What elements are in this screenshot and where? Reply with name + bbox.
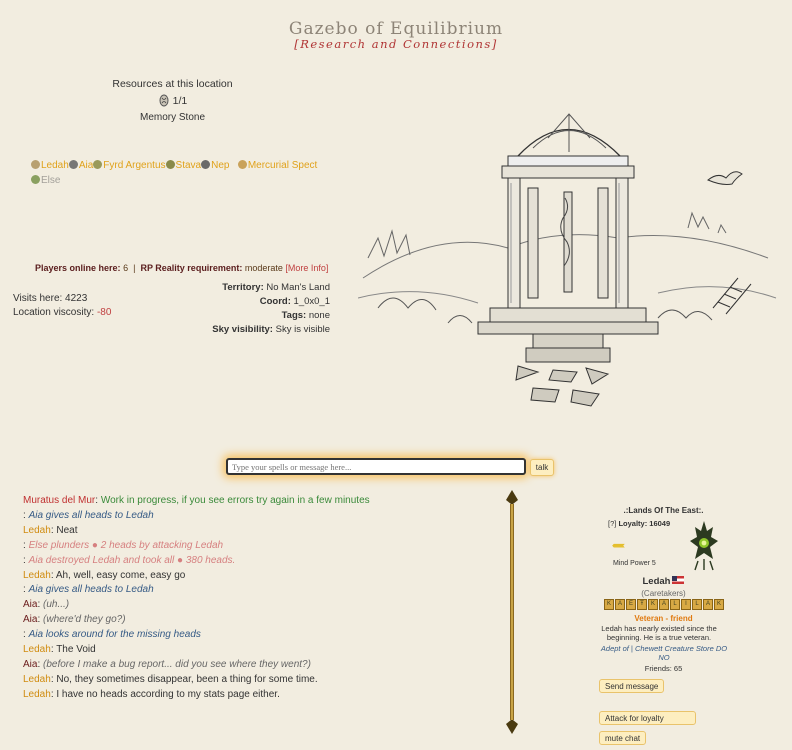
- loyalty-help[interactable]: [?]: [608, 519, 617, 528]
- players-list: [31, 158, 321, 188]
- visits-count: Visits here: 4223: [13, 293, 88, 304]
- chat-text: Aia looks around for the missing heads: [28, 629, 201, 641]
- mind-power: Mind Power 5: [613, 560, 656, 567]
- chat-separator: :: [37, 658, 44, 670]
- chat-author[interactable]: Ledah: [23, 569, 51, 581]
- chat-author[interactable]: Aia: [23, 658, 38, 670]
- chat-message: [23, 569, 503, 584]
- player-name: Fyrd Argentus: [103, 160, 166, 171]
- profile-badges: [604, 599, 724, 609]
- sky-value: Sky is visible: [275, 324, 330, 335]
- chat-separator: :: [23, 584, 29, 596]
- page-subtitle: [Research and Connections]: [294, 37, 498, 51]
- online-info: [35, 263, 328, 273]
- chat-separator: :: [23, 509, 29, 521]
- chat-text: Aia destroyed Ledah and took all ● 380 heads.: [28, 554, 236, 566]
- viscosity-value: -80: [96, 307, 112, 318]
- profile-badge[interactable]: K: [604, 599, 614, 610]
- chat-text: Aia gives all heads to Ledah: [28, 584, 154, 596]
- chat-author[interactable]: Ledah: [23, 644, 51, 656]
- loyalty-label: Loyalty:: [618, 519, 648, 528]
- chat-message: [23, 688, 503, 703]
- chat-message: [23, 598, 503, 613]
- chat-text: Work in progress, if you see errors try again in a few minutes: [100, 495, 370, 506]
- chat-message: [23, 643, 503, 658]
- player-name: Mercurial Spect: [247, 160, 318, 171]
- chat-author[interactable]: Muratus del Mur: [23, 495, 96, 506]
- resources-heading: Resources at this location: [112, 78, 233, 90]
- profile-badge[interactable]: A: [703, 599, 713, 610]
- player-name: Stava: [175, 160, 202, 171]
- chat-separator: :: [50, 688, 57, 700]
- chat-separator: :: [37, 599, 44, 611]
- loyalty-arrows: ‹‹‹‹‹‹‹‹‹‹‹: [612, 540, 623, 550]
- profile-badge[interactable]: A: [659, 599, 669, 610]
- profile-group: (Caretakers): [641, 589, 686, 598]
- memory-stone-icon[interactable]: [158, 94, 170, 107]
- player-avatar-icon: [31, 160, 40, 169]
- player-avatar-icon: [238, 160, 247, 169]
- coord-label: Coord:: [259, 296, 291, 307]
- chat-author[interactable]: Ledah: [23, 688, 51, 700]
- chat-separator: :: [50, 524, 57, 536]
- resource-count: [100, 94, 245, 107]
- chat-text: Neat: [56, 524, 78, 536]
- chat-message: [23, 554, 503, 569]
- profile-badge[interactable]: E: [626, 599, 636, 610]
- player-avatar-icon: [166, 160, 175, 169]
- profile-loyalty: [608, 519, 670, 528]
- tags-label: Tags:: [281, 310, 307, 321]
- online-label: Players online here:: [35, 263, 121, 273]
- chat-separator: :: [50, 673, 57, 685]
- player-item[interactable]: [69, 160, 93, 171]
- username-text: Ledah: [642, 576, 671, 587]
- profile-badge[interactable]: K: [648, 599, 658, 610]
- chat-text: No, they sometimes disappear, been a thing for some time.: [56, 673, 318, 685]
- player-avatar-icon: [31, 175, 40, 184]
- profile-badge[interactable]: L: [670, 599, 680, 610]
- rp-value: moderate: [244, 263, 283, 273]
- chat-message: [23, 524, 503, 539]
- chat-separator: :: [95, 495, 101, 506]
- profile-bio: Ledah has nearly existed since the beginning. He is a true veteran.: [601, 624, 717, 642]
- chat-text: (before I make a bug report... did you see where they went?): [43, 658, 311, 670]
- attack-for-loyalty-button[interactable]: Attack for loyalty: [599, 711, 696, 725]
- chat-separator: :: [50, 569, 56, 581]
- online-count: 6: [123, 263, 129, 273]
- viscosity-label: Location viscosity:: [13, 307, 95, 318]
- loyalty-value: 16049: [649, 519, 671, 528]
- chat-text: (uh...): [43, 599, 70, 611]
- profile-badge[interactable]: L: [692, 599, 702, 610]
- send-message-button[interactable]: Send message: [599, 679, 664, 693]
- profile-land[interactable]: .:Lands Of The East:.: [623, 506, 704, 515]
- profile-adept[interactable]: Adept of | Chewett Creature Store DO NO: [600, 644, 728, 662]
- location-info: [212, 281, 330, 337]
- chat-text: The Void: [56, 644, 96, 656]
- profile-badge[interactable]: Ŧ: [637, 599, 647, 610]
- page-title: Gazebo of Equilibrium: [288, 19, 504, 39]
- coord-row: [212, 295, 330, 309]
- territory-value: No Man's Land: [266, 282, 330, 293]
- chat-text: (where'd they go?): [43, 614, 126, 626]
- profile-badge[interactable]: I: [681, 599, 691, 610]
- chat-text: Else plunders ● 2 heads by attacking Ledah: [28, 539, 224, 551]
- location-illustration: [358, 108, 778, 410]
- chat-message: [23, 613, 503, 628]
- player-avatar-icon: [201, 160, 210, 169]
- tags-value: none: [308, 310, 330, 321]
- profile-rank: Veteran - friend: [634, 614, 693, 623]
- chat-message: [23, 539, 503, 554]
- pet-creature-icon[interactable]: [688, 519, 720, 571]
- chat-message-input[interactable]: [226, 458, 526, 475]
- sky-row: [212, 323, 330, 337]
- chat-author[interactable]: Ledah: [23, 524, 51, 536]
- player-name: Aia: [78, 160, 94, 171]
- chat-message: [23, 509, 503, 524]
- chat-text: I have no heads according to my stats page either.: [56, 688, 280, 700]
- resource-count-value: 1/1: [172, 95, 188, 107]
- chat-text: Ah, well, easy come, easy go: [55, 569, 186, 581]
- talk-button[interactable]: talk: [530, 459, 554, 476]
- tags-row: [212, 309, 330, 323]
- chat-separator: :: [23, 539, 29, 551]
- mute-chat-button[interactable]: mute chat: [599, 731, 646, 745]
- chat-message: [23, 583, 503, 598]
- chat-author[interactable]: Aia: [23, 599, 38, 611]
- chat-separator: :: [23, 629, 29, 641]
- player-avatar-icon: [93, 160, 102, 169]
- territory-row: [212, 281, 330, 295]
- chat-message: [23, 494, 503, 509]
- chat-message: [23, 658, 503, 673]
- player-item[interactable]: [166, 160, 202, 171]
- player-item[interactable]: [201, 160, 229, 171]
- profile-username[interactable]: [595, 576, 732, 587]
- chat-scrollbar[interactable]: [505, 490, 519, 734]
- player-name: Else: [41, 175, 61, 186]
- chat-message: [23, 628, 503, 643]
- profile-badge[interactable]: A: [615, 599, 625, 610]
- chat-separator: :: [37, 614, 44, 626]
- player-item[interactable]: [238, 160, 317, 171]
- chat-message: [23, 673, 503, 688]
- rp-label: RP Reality requirement:: [140, 263, 243, 273]
- more-info-link[interactable]: [More Info]: [285, 263, 329, 273]
- chat-author[interactable]: Aia: [23, 614, 38, 626]
- player-item[interactable]: [31, 160, 69, 171]
- online-separator: |: [133, 263, 136, 273]
- coord-value: 1_0x0_1: [293, 296, 330, 307]
- location-viscosity: [13, 307, 111, 318]
- territory-label: Territory:: [222, 282, 264, 293]
- chat-separator: :: [23, 554, 29, 566]
- resource-name[interactable]: Memory Stone: [139, 112, 206, 123]
- chat-separator: :: [50, 644, 57, 656]
- chat-author[interactable]: Ledah: [23, 673, 51, 685]
- profile-badge[interactable]: K: [714, 599, 724, 610]
- chat-log: [23, 494, 503, 703]
- player-avatar-icon: [69, 160, 78, 169]
- player-name: Ledah: [41, 160, 69, 171]
- player-item[interactable]: [93, 160, 165, 171]
- player-item[interactable]: [31, 175, 60, 186]
- chat-text: Aia gives all heads to Ledah: [28, 509, 154, 521]
- us-flag-icon: [672, 576, 684, 584]
- player-name: Nep: [211, 160, 230, 171]
- profile-friends: Friends: 65: [644, 664, 683, 673]
- sky-label: Sky visibility:: [212, 324, 273, 335]
